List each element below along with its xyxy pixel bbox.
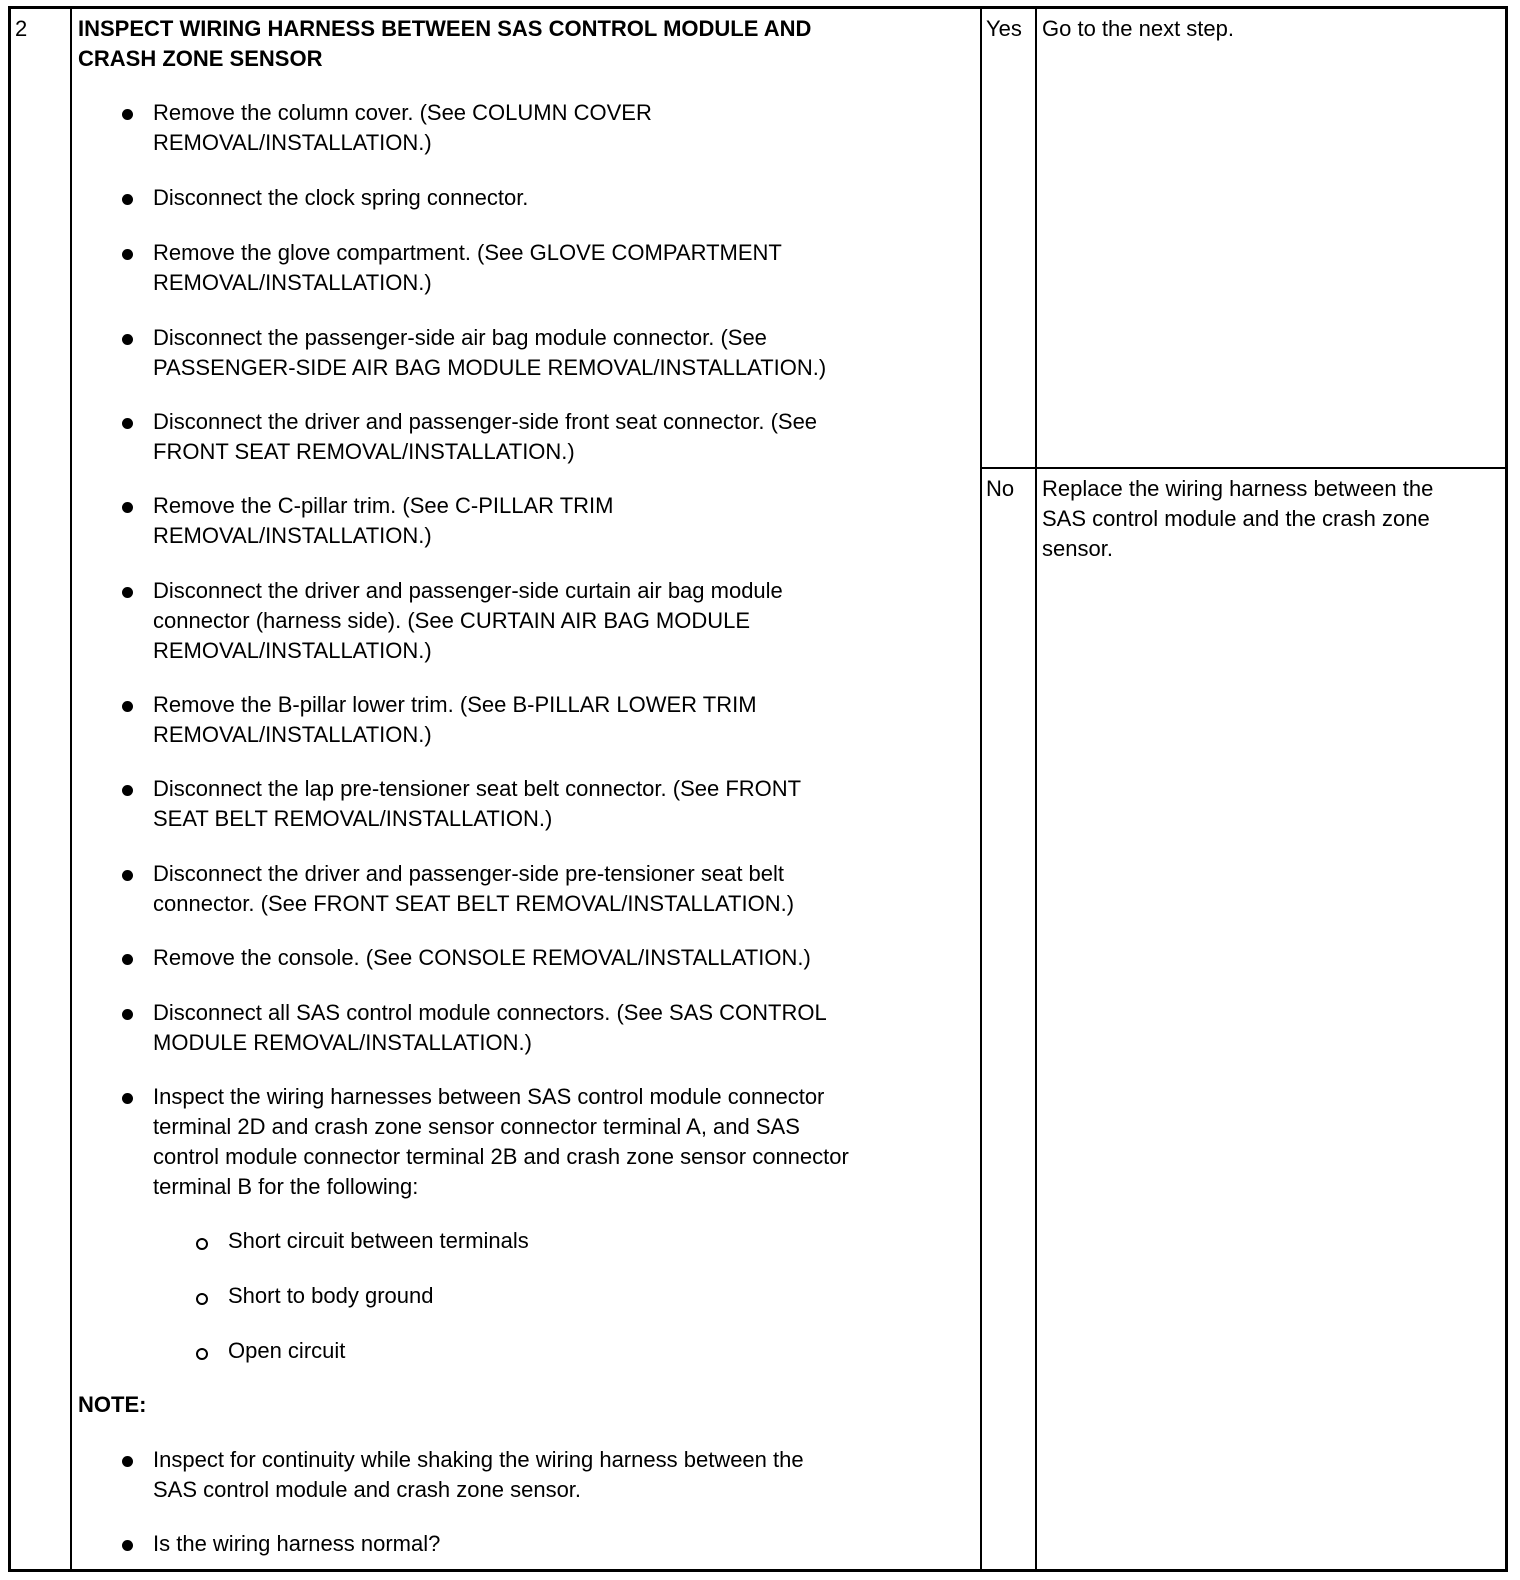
action-3-line-1: Remove the glove compartment. (See GLOVE COMPARTMENT	[153, 240, 782, 265]
action-9-line-1: Disconnect the lap pre-tensioner seat belt connector. (See FRONT	[153, 776, 802, 801]
result-no-label: No	[986, 476, 1015, 501]
bullet-icon	[122, 587, 133, 598]
bullet-icon	[122, 502, 133, 513]
action-5-line-1: Disconnect the driver and passenger-side front seat connector. (See	[153, 409, 818, 434]
action-12-line-2: MODULE REMOVAL/INSTALLATION.)	[153, 1030, 532, 1055]
step-title-line-1: INSPECT WIRING HARNESS BETWEEN SAS CONTROL MODULE AND	[78, 16, 812, 41]
bullet-icon	[122, 1009, 133, 1020]
result-yes-label: Yes	[986, 16, 1022, 41]
bullet-icon	[122, 249, 133, 260]
note-1-line-1: Inspect for continuity while shaking the wiring harness between the	[153, 1447, 804, 1472]
action-13-line-4: terminal B for the following:	[153, 1174, 419, 1199]
bullet-icon	[122, 418, 133, 429]
action-6-line-1: Remove the C-pillar trim. (See C-PILLAR TRIM	[153, 493, 614, 518]
bullet-icon	[122, 785, 133, 796]
action-7-line-1: Disconnect the driver and passenger-side curtain air bag module	[153, 578, 783, 603]
action-4-line-2: PASSENGER-SIDE AIR BAG MODULE REMOVAL/INSTALLATION.)	[153, 355, 827, 380]
action-11-line-1: Remove the console. (See CONSOLE REMOVAL/INSTALLATION.)	[153, 945, 811, 970]
bullet-icon	[122, 954, 133, 965]
action-7-line-2: connector (harness side). (See CURTAIN AIR BAG MODULE	[153, 608, 751, 633]
result-no-action-line-3: sensor.	[1042, 536, 1113, 561]
sub-item-2: Short to body ground	[228, 1283, 434, 1308]
hollow-bullet-icon	[196, 1293, 208, 1305]
bullet-icon	[122, 870, 133, 881]
action-2-line-1: Disconnect the clock spring connector.	[153, 185, 529, 210]
action-5-line-2: FRONT SEAT REMOVAL/INSTALLATION.)	[153, 439, 575, 464]
note-label: NOTE:	[78, 1392, 147, 1417]
column-divider-result	[1035, 6, 1037, 1572]
bullet-icon	[122, 1093, 133, 1104]
bullet-icon	[122, 194, 133, 205]
bullet-icon	[122, 109, 133, 120]
action-10-line-2: connector. (See FRONT SEAT BELT REMOVAL/INSTALLATION.)	[153, 891, 795, 916]
row-divider-yes-no	[980, 467, 1508, 469]
action-12-line-1: Disconnect all SAS control module connectors. (See SAS CONTROL	[153, 1000, 827, 1025]
action-6-line-2: REMOVAL/INSTALLATION.)	[153, 523, 432, 548]
action-8-line-2: REMOVAL/INSTALLATION.)	[153, 722, 432, 747]
note-1-line-2: SAS control module and crash zone sensor.	[153, 1477, 582, 1502]
sub-item-3: Open circuit	[228, 1338, 346, 1363]
action-3-line-2: REMOVAL/INSTALLATION.)	[153, 270, 432, 295]
result-yes-action: Go to the next step.	[1042, 16, 1235, 41]
step-title-line-2: CRASH ZONE SENSOR	[78, 46, 323, 71]
column-divider-inspection	[980, 6, 982, 1572]
result-no-action-line-1: Replace the wiring harness between the	[1042, 476, 1434, 501]
bullet-icon	[122, 334, 133, 345]
step-number: 2	[15, 16, 28, 41]
action-1-line-1: Remove the column cover. (See COLUMN COVER	[153, 100, 652, 125]
action-4-line-1: Disconnect the passenger-side air bag module connector. (See	[153, 325, 767, 350]
action-7-line-3: REMOVAL/INSTALLATION.)	[153, 638, 432, 663]
action-8-line-1: Remove the B-pillar lower trim. (See B-PILLAR LOWER TRIM	[153, 692, 757, 717]
action-13-line-1: Inspect the wiring harnesses between SAS control module connector	[153, 1084, 825, 1109]
action-9-line-2: SEAT BELT REMOVAL/INSTALLATION.)	[153, 806, 553, 831]
bullet-icon	[122, 1456, 133, 1467]
hollow-bullet-icon	[196, 1348, 208, 1360]
bullet-icon	[122, 701, 133, 712]
sub-item-1: Short circuit between terminals	[228, 1228, 529, 1253]
result-no-action-line-2: SAS control module and the crash zone	[1042, 506, 1430, 531]
action-10-line-1: Disconnect the driver and passenger-side pre-tensioner seat belt	[153, 861, 785, 886]
hollow-bullet-icon	[196, 1238, 208, 1250]
note-2-line-1: Is the wiring harness normal?	[153, 1531, 441, 1556]
action-13-line-2: terminal 2D and crash zone sensor connector terminal A, and SAS	[153, 1114, 800, 1139]
action-1-line-2: REMOVAL/INSTALLATION.)	[153, 130, 432, 155]
column-divider-step	[70, 6, 72, 1572]
bullet-icon	[122, 1540, 133, 1551]
action-13-line-3: control module connector terminal 2B and crash zone sensor connector	[153, 1144, 849, 1169]
